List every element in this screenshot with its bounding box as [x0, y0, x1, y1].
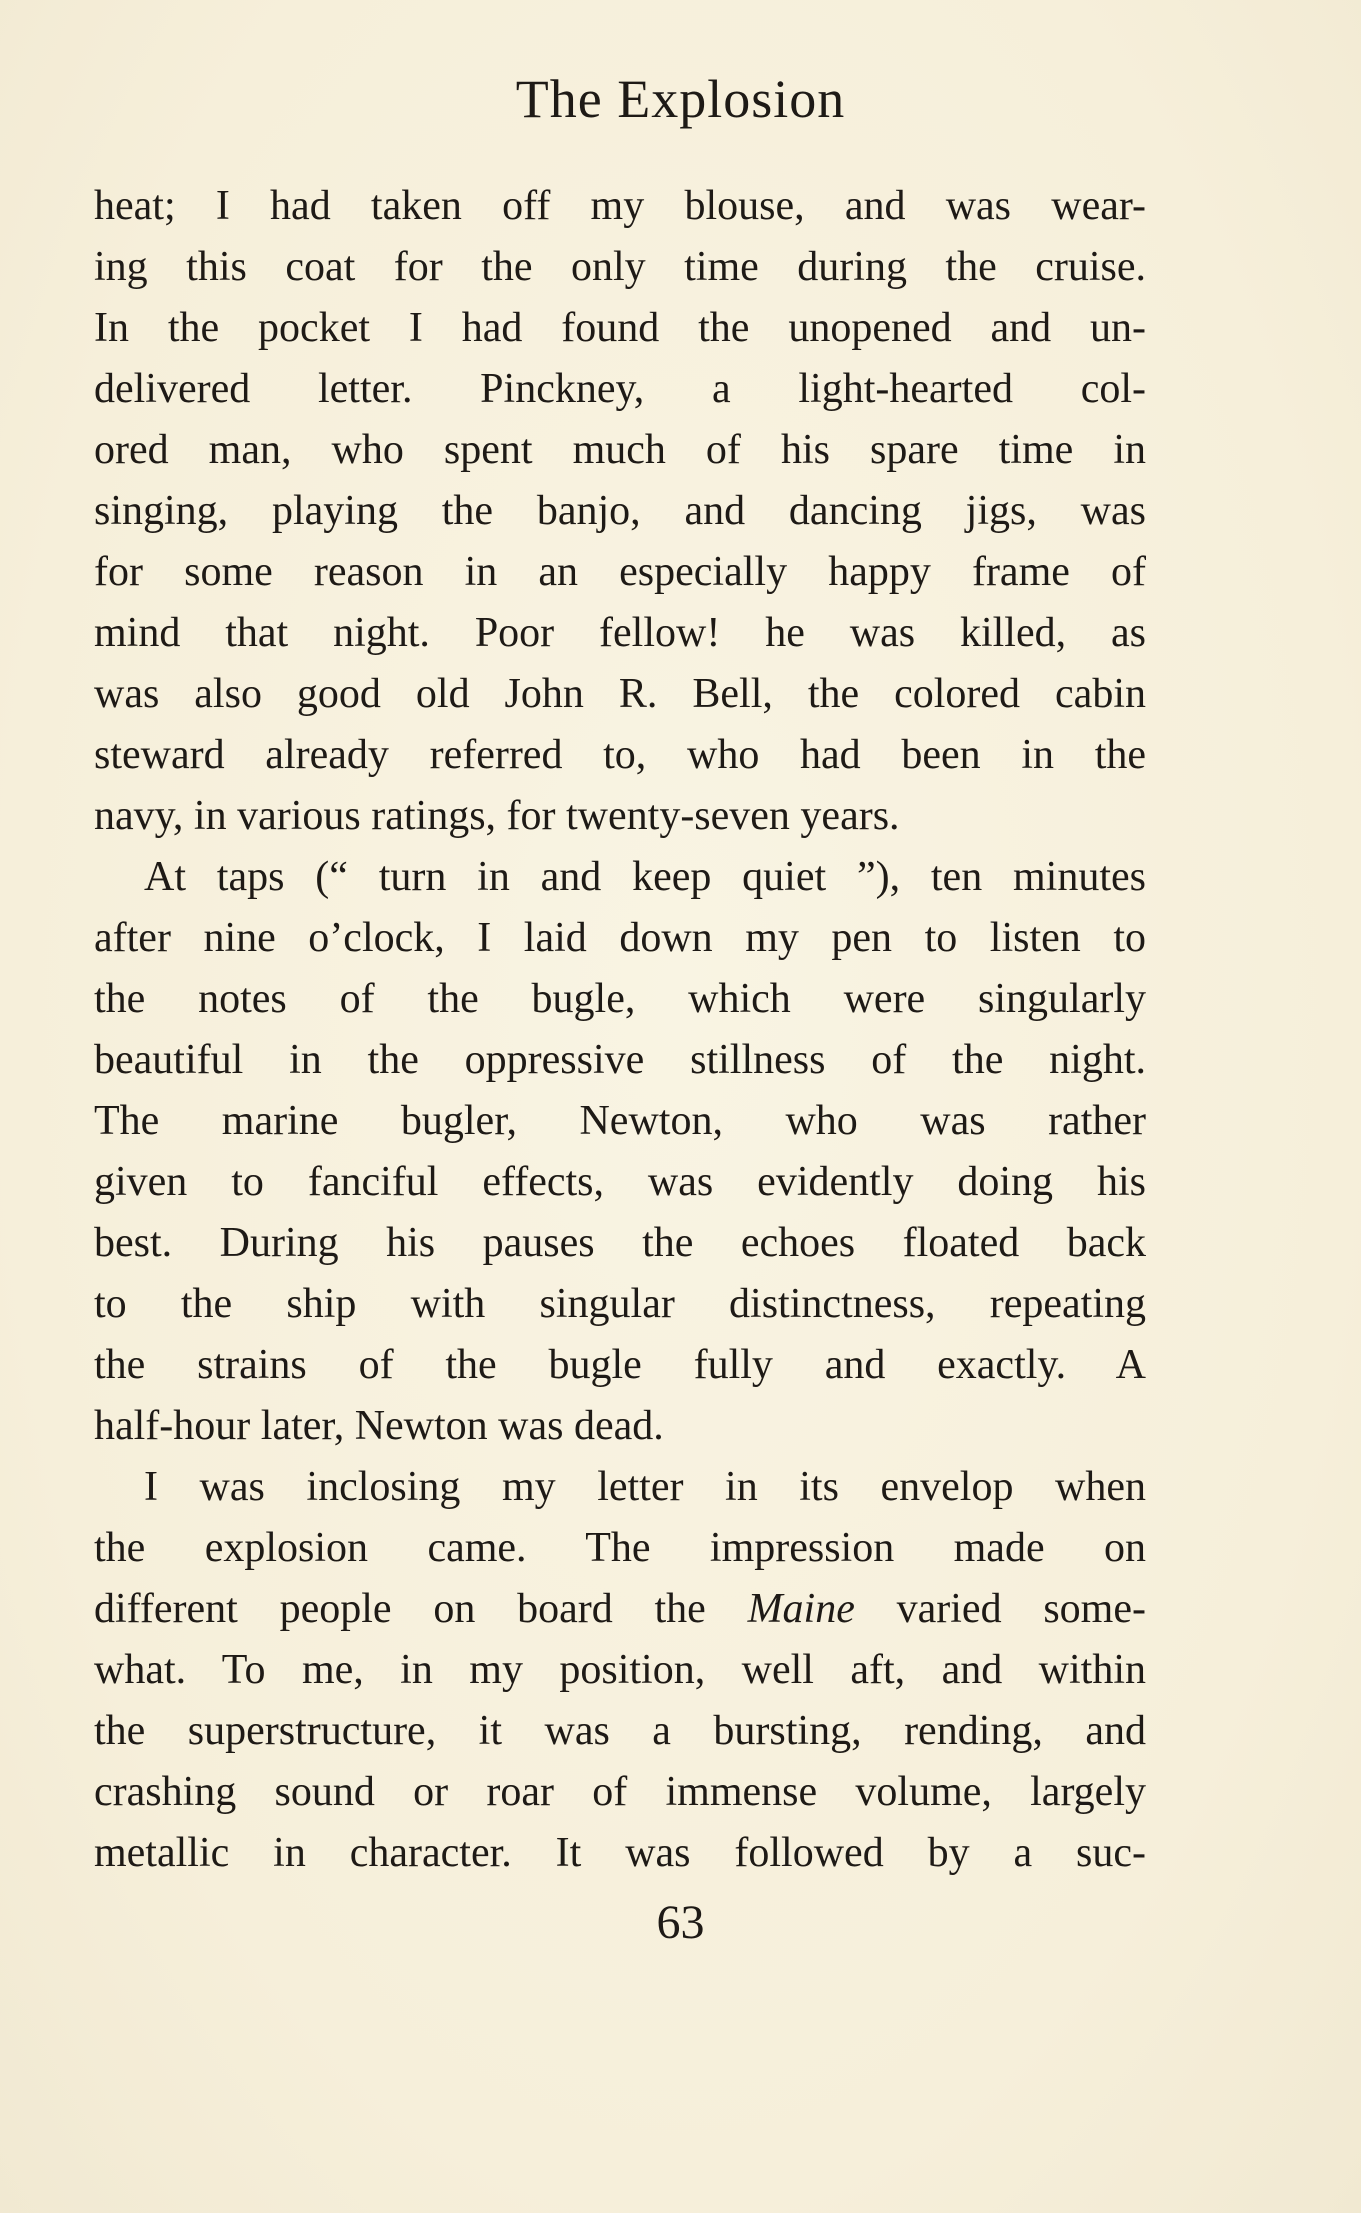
text-line: the strains of the bugle fully and exactly. A	[94, 1342, 1146, 1388]
text-line: given to fanciful effects, was evidently doing his	[94, 1159, 1146, 1205]
text-line: what. To me, in my position, well aft, and within	[94, 1647, 1146, 1693]
text-line: the superstructure, it was a bursting, rending, and	[94, 1708, 1146, 1754]
text-line: At taps (“ turn in and keep quiet ”), ten minutes	[144, 854, 1146, 900]
text-line: for some reason in an especially happy frame of	[94, 549, 1146, 595]
line-segment: varied some-	[854, 1586, 1146, 1632]
text-line: delivered letter. Pinckney, a light-hearted col-	[94, 366, 1146, 412]
text-line: the notes of the bugle, which were singularly	[94, 976, 1146, 1022]
line-segment: different people on board the	[94, 1586, 748, 1632]
text-line-with-italic	[94, 1579, 1146, 1640]
text-line: half-hour later, Newton was dead.	[94, 1403, 664, 1449]
text-line: metallic in character. It was followed by a suc-	[94, 1830, 1146, 1876]
text-line: crashing sound or roar of immense volume, largely	[94, 1769, 1146, 1815]
text-line: beautiful in the oppressive stillness of the night.	[94, 1037, 1146, 1083]
text-line: The marine bugler, Newton, who was rather	[94, 1098, 1146, 1144]
text-line: navy, in various ratings, for twenty-seven years.	[94, 793, 900, 839]
text-line: In the pocket I had found the unopened and un-	[94, 305, 1146, 351]
text-line: ored man, who spent much of his spare time in	[94, 427, 1146, 473]
running-head: The Explosion	[515, 69, 846, 129]
text-line: to the ship with singular distinctness, repeating	[94, 1281, 1146, 1327]
text-line: heat; I had taken off my blouse, and was wear-	[94, 183, 1146, 229]
text-line: after nine o’clock, I laid down my pen to listen to	[94, 915, 1146, 961]
text-line: I was inclosing my letter in its envelop when	[144, 1464, 1146, 1510]
body-text	[94, 176, 1146, 1884]
text-line: best. During his pauses the echoes floated back	[94, 1220, 1146, 1266]
text-line: the explosion came. The impression made on	[94, 1525, 1146, 1571]
text-line: was also good old John R. Bell, the colored cabin	[94, 671, 1146, 717]
page-number: 63	[656, 1896, 705, 1949]
text-line: ing this coat for the only time during the cruise.	[94, 244, 1146, 290]
text-line: singing, playing the banjo, and dancing jigs, was	[94, 488, 1146, 534]
text-line: mind that night. Poor fellow! he was killed, as	[94, 610, 1146, 656]
text-line: steward already referred to, who had been in the	[94, 732, 1146, 778]
ship-name-italic: Maine	[747, 1586, 855, 1632]
